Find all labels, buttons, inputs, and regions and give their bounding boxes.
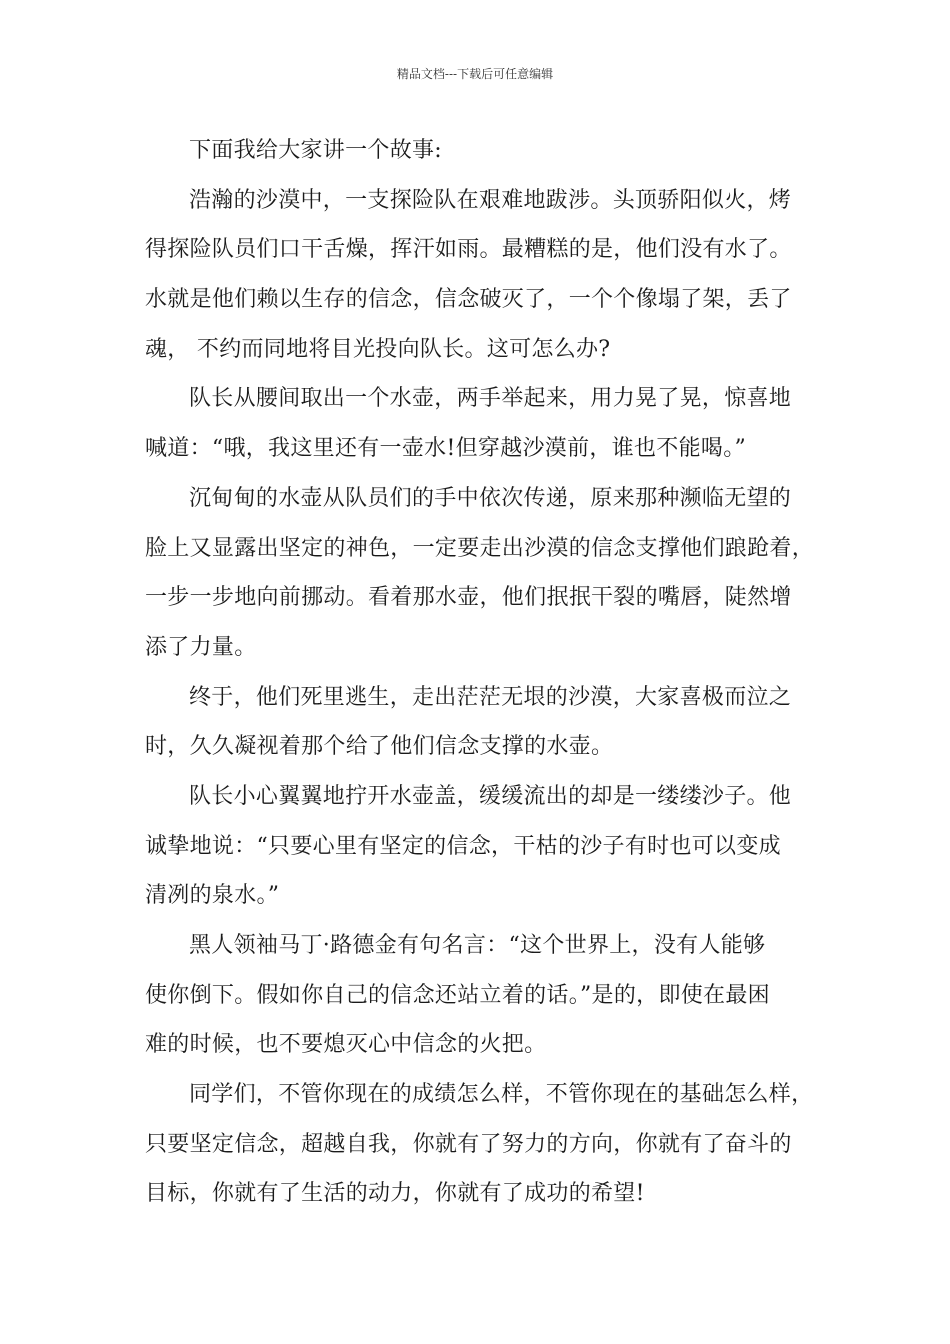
text-line: 使你倒下。假如你自己的信念还站立着的话。”是的，即使在最困 xyxy=(145,982,770,1008)
text-line: 喊道：“哦，我这里还有一壶水!但穿越沙漠前，谁也不能喝。” xyxy=(145,436,747,462)
text-line: 同学们，不管你现在的成绩怎么样，不管你现在的基础怎么样， xyxy=(189,1082,814,1108)
text-line: 只要坚定信念，超越自我，你就有了努力的方向，你就有了奋斗的 xyxy=(145,1131,792,1157)
text-line: 终于，他们死里逃生，走出茫茫无垠的沙漠，大家喜极而泣之 xyxy=(189,684,792,710)
text-line: 下面我给大家讲一个故事: xyxy=(189,138,443,163)
text-line: 诚挚地说：“只要心里有坚定的信念，干枯的沙子有时也可以变成 xyxy=(145,833,781,859)
text-line: 得探险队员们口干舌燥，挥汗如雨。最糟糕的是，他们没有水了。 xyxy=(145,237,792,263)
text-line: 一步一步地向前挪动。看着那水壶，他们抿抿干裂的嘴唇，陡然增 xyxy=(145,585,792,611)
text-line: 清冽的泉水。” xyxy=(145,883,280,909)
text-line: 目标，你就有了生活的动力，你就有了成功的希望! xyxy=(145,1181,645,1207)
text-line: 脸上又显露出坚定的神色，一定要走出沙漠的信念支撑他们踉跄着， xyxy=(145,535,815,561)
text-line: 沉甸甸的水壶从队员们的手中依次传递，原来那种濒临无望的 xyxy=(189,485,792,511)
page-header: 精品文档---下载后可任意编辑 xyxy=(396,67,554,81)
text-line: 黑人领袖马丁·路德金有句名言：“这个世界上，没有人能够 xyxy=(189,933,766,958)
text-line: 水就是他们赖以生存的信念，信念破灭了，一个个像塌了架，丢了 xyxy=(145,287,792,313)
text-line: 队长小心翼翼地拧开水壶盖，缓缓流出的却是一缕缕沙子。他 xyxy=(189,783,792,809)
text-line: 时，久久凝视着那个给了他们信念支撑的水壶。 xyxy=(145,734,614,760)
text-line: 队长从腰间取出一个水壶，两手举起来，用力晃了晃，惊喜地 xyxy=(189,386,792,412)
text-line: 浩瀚的沙漠中，一支探险队在艰难地跋涉。头顶骄阳似火，烤 xyxy=(189,187,792,213)
document-body xyxy=(145,126,815,1219)
text-line: 魂， 不约而同地将目光投向队长。这可怎么办? xyxy=(145,336,611,362)
text-line: 难的时候，也不要熄灭心中信念的火把。 xyxy=(145,1032,547,1058)
text-line: 添了力量。 xyxy=(145,634,257,660)
